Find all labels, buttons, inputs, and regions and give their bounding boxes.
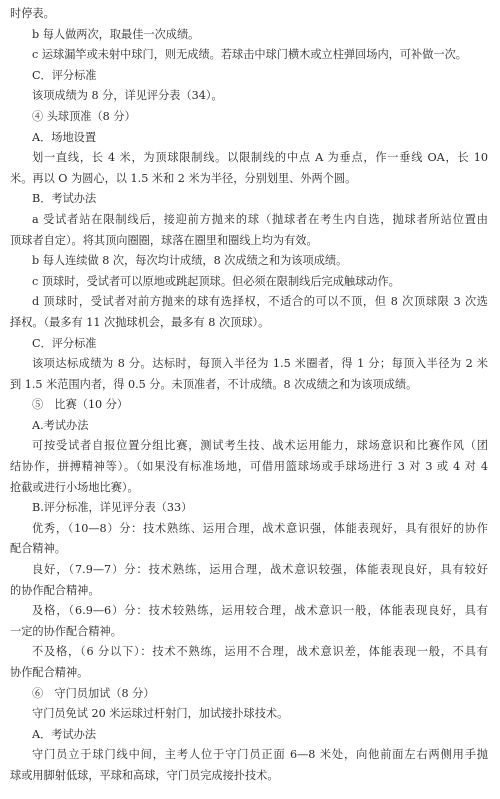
- text-line: c 运球漏竿或未射中球门，则无成绩。若球击中球门横木或立柱弹回场内，可补做一次。: [32, 48, 467, 62]
- text-line: A.考试办法: [32, 418, 89, 432]
- text-line: 一定的协作配合精神。: [10, 624, 122, 638]
- text-line: 及格，（6.9—6）分：技术较熟练，运用较合理，战术意识一般，体能表现良好，具有: [32, 604, 488, 618]
- text-line: a 受试者站在限制线后，接迎前方抛来的球（抛球者在考生内自选，抛球者所站位置由: [32, 212, 488, 226]
- text-line: 协作配合精神。: [10, 666, 89, 679]
- text-line: 守门员立于球门线中间，主考人位于守门员正面 6—8 米处，向他前面左右两侧用手抛: [32, 748, 488, 762]
- text-line: b 每人做两次，取最佳一次成绩。: [32, 27, 200, 41]
- text-line: C．评分标准: [32, 68, 97, 82]
- text-line: b 每人连续做 8 次，每次均计成绩，8 次成绩之和为该项成绩。: [32, 254, 348, 268]
- text-line: 优秀，（10—8）分：技术熟练、运用合理，战术意识强，体能表现好，具有很好的协作: [32, 521, 488, 535]
- text-line: A．场地设置: [32, 130, 97, 144]
- text-line: ⑥ 守门员加试（8 分）: [32, 686, 155, 700]
- text-line: 的协作配合精神。: [10, 583, 100, 597]
- text-line: 时停表。: [10, 7, 55, 20]
- text-line: B．考试办法: [32, 192, 97, 206]
- text-line: 可按受试者自报位置分组比赛，测试考生技、战术运用能力，球场意识和比赛作风（团: [32, 439, 488, 453]
- text-line: c 顶球时，受试者可以原地或跳起顶球。但必须在限制线后完成触球动作。: [32, 274, 400, 288]
- text-line: 该项达标成绩为 8 分。达标时，每顶入半径为 1.5 米圈者，得 1 分；每顶入半径为 2 米: [32, 357, 488, 371]
- text-line: A．考试办法: [32, 727, 97, 741]
- text-line: ⑤ 比赛（10 分）: [32, 398, 129, 412]
- text-line: 结协作，拼搏精神等）。（如果没有标准场地，可借用篮球场或手球场进行 3 对 3 或 4 对 4: [10, 460, 488, 474]
- text-line: 配合精神。: [10, 542, 66, 556]
- text-line: C．评分标准: [32, 336, 97, 350]
- text-line: 到 1.5 米范围内者，得 0.5 分。未顶准者，不计成绩。8 次成绩之和为该项成绩。: [10, 377, 418, 391]
- text-line: d 顶球时，受试者对前方抛来的球有选择权，不适合的可以不顶，但 8 次顶球限 3 次选: [32, 295, 488, 309]
- text-line: 米。再以 O 为圆心，以 1.5 米和 2 米为半径，分别划里、外两个圆。: [10, 171, 357, 185]
- text-line: 顶球者自定）。将其顶向圈圈，球落在圈里和圈线上均为有效。: [10, 233, 318, 247]
- text-line: 不及格，（6 分以下）：技术不熟练，运用不合理，战术意识差，体能表现一般，不具有: [32, 645, 488, 659]
- text-line: B.评分标准，详见评分表（33）: [32, 501, 193, 515]
- text-line: 守门员免试 20 米运球过杆射门，加试接扑球技术。: [32, 707, 289, 721]
- text-line: 该项成绩为 8 分，详见评分表（34）。: [32, 89, 223, 103]
- text-line: 择权。（最多有 11 次抛球机会，最多有 8 次顶球）。: [10, 315, 270, 329]
- text-line: 抢截或进行小场地比赛）。: [10, 480, 139, 494]
- text-line: ④ 头球顶准（8 分）: [32, 109, 136, 123]
- text-line: 划一直线，长 4 米，为顶球限制线。以限制线的中点 A 为垂点，作一垂线 OA，长 10: [32, 151, 488, 165]
- text-line: 良好，（7.9—7）分：技术熟练，运用合理，战术意识较强，体能表现良好，具有较好: [32, 563, 488, 577]
- text-line: 球或用脚射低球，平球和高球，守门员完成接扑技术。: [10, 768, 279, 782]
